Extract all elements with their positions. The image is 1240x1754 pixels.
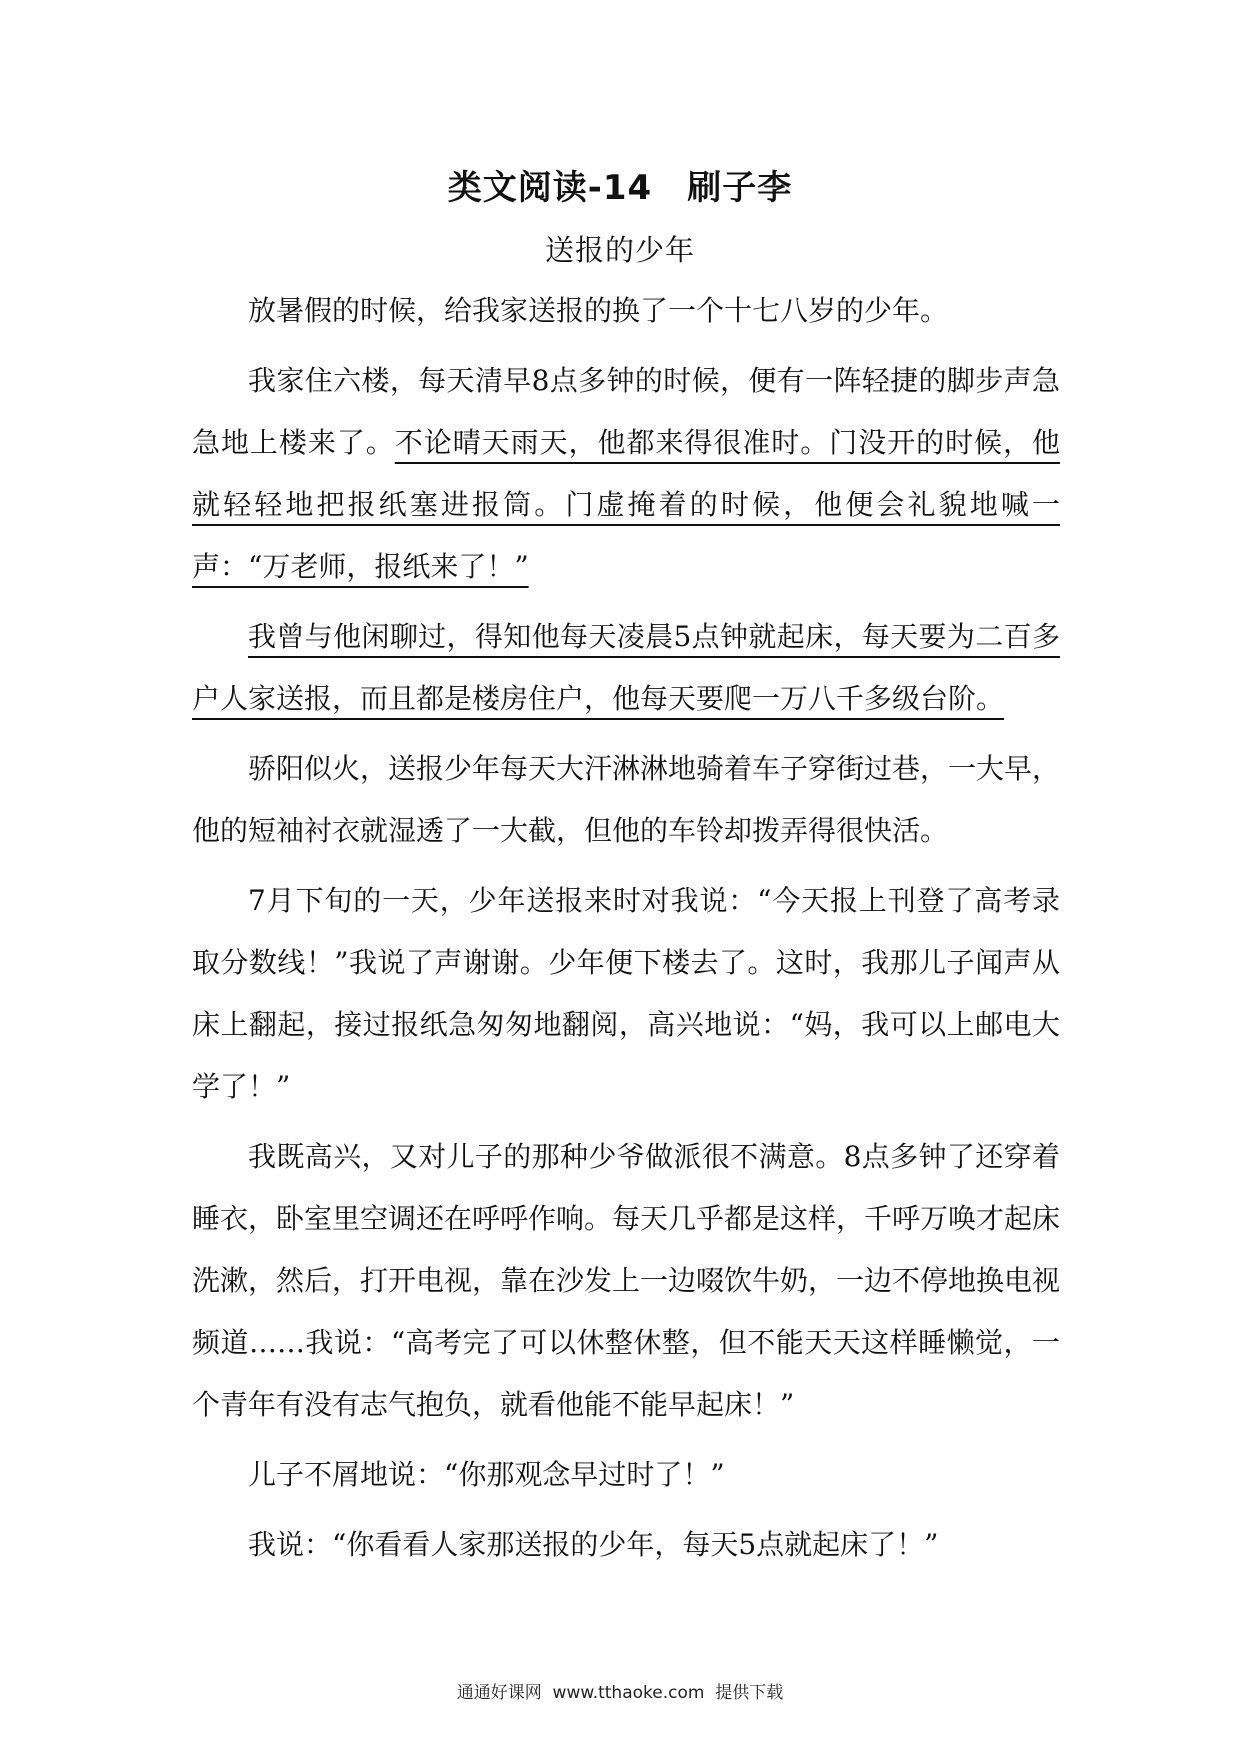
paragraph-6: 我既高兴，又对儿子的那种少爷做派很不满意。8点多钟了还穿着睡衣，卧室里空调还在呼呼作响。每天几乎都是这样，千呼万唤才起床洗漱，然后，打开电视，靠在沙发上一边啜饮牛奶，一边不停地换电视频道……我说：“高考完了可以休整休整，但不能天天这样睡懒觉，一个青年有没有志气抱负，就看他能不能早起床！” — [192, 1140, 1061, 1421]
paragraph-4: 骄阳似火，送报少年每天大汗淋淋地骑着车子穿街过巷，一大早，他的短袖衬衣就湿透了一大截，但他的车铃却拨弄得很快活。 — [192, 752, 1061, 847]
article-title: 送报的少年 — [544, 233, 695, 267]
paragraph-1: 放暑假的时候，给我家送报的换了一个十七八岁的少年。 — [248, 294, 949, 327]
paragraph-3-underlined: 我曾与他闲聊过，得知他每天凌晨5点钟就起床，每天要为二百多户人家送报，而且都是楼房住户，他每天要爬一万八千多级台阶。 — [192, 620, 1060, 715]
paragraph-5: 7月下旬的一天，少年送报来时对我说：“今天报上刊登了高考录取分数线！”我说了声谢谢。少年便下楼去了。这时，我那儿子闻声从床上翻起，接过报纸急匆匆地翻阅，高兴地说：“妈，我可以上邮电大学了！” — [192, 884, 1060, 1103]
page-footer: 通通好课网 www.tthaoke.com 提供下载 — [456, 1683, 784, 1703]
document-title: 类文阅读-14 刷子李 — [447, 168, 793, 208]
paragraph-2-underlined: 不论晴天雨天，他都来得很准时。门没开的时候，他就轻轻地把报纸塞进报筒。门虚掩着的时候，他便会礼貌地喊一声：“万老师，报纸来了！” — [192, 426, 1060, 583]
paragraph-7: 儿子不屑地说：“你那观念早过时了！” — [248, 1458, 725, 1491]
paragraph-8: 我说：“你看看人家那送报的少年，每天5点就起床了！” — [248, 1528, 939, 1561]
paragraph-2 — [192, 350, 1060, 598]
paragraph-2-plain: 我家住六楼，每天清早8点多钟的时候，便有一阵轻捷的脚步声急急地上楼来了。 — [192, 364, 1060, 459]
article-body — [192, 280, 1060, 1584]
paragraph-3 — [192, 606, 1060, 730]
